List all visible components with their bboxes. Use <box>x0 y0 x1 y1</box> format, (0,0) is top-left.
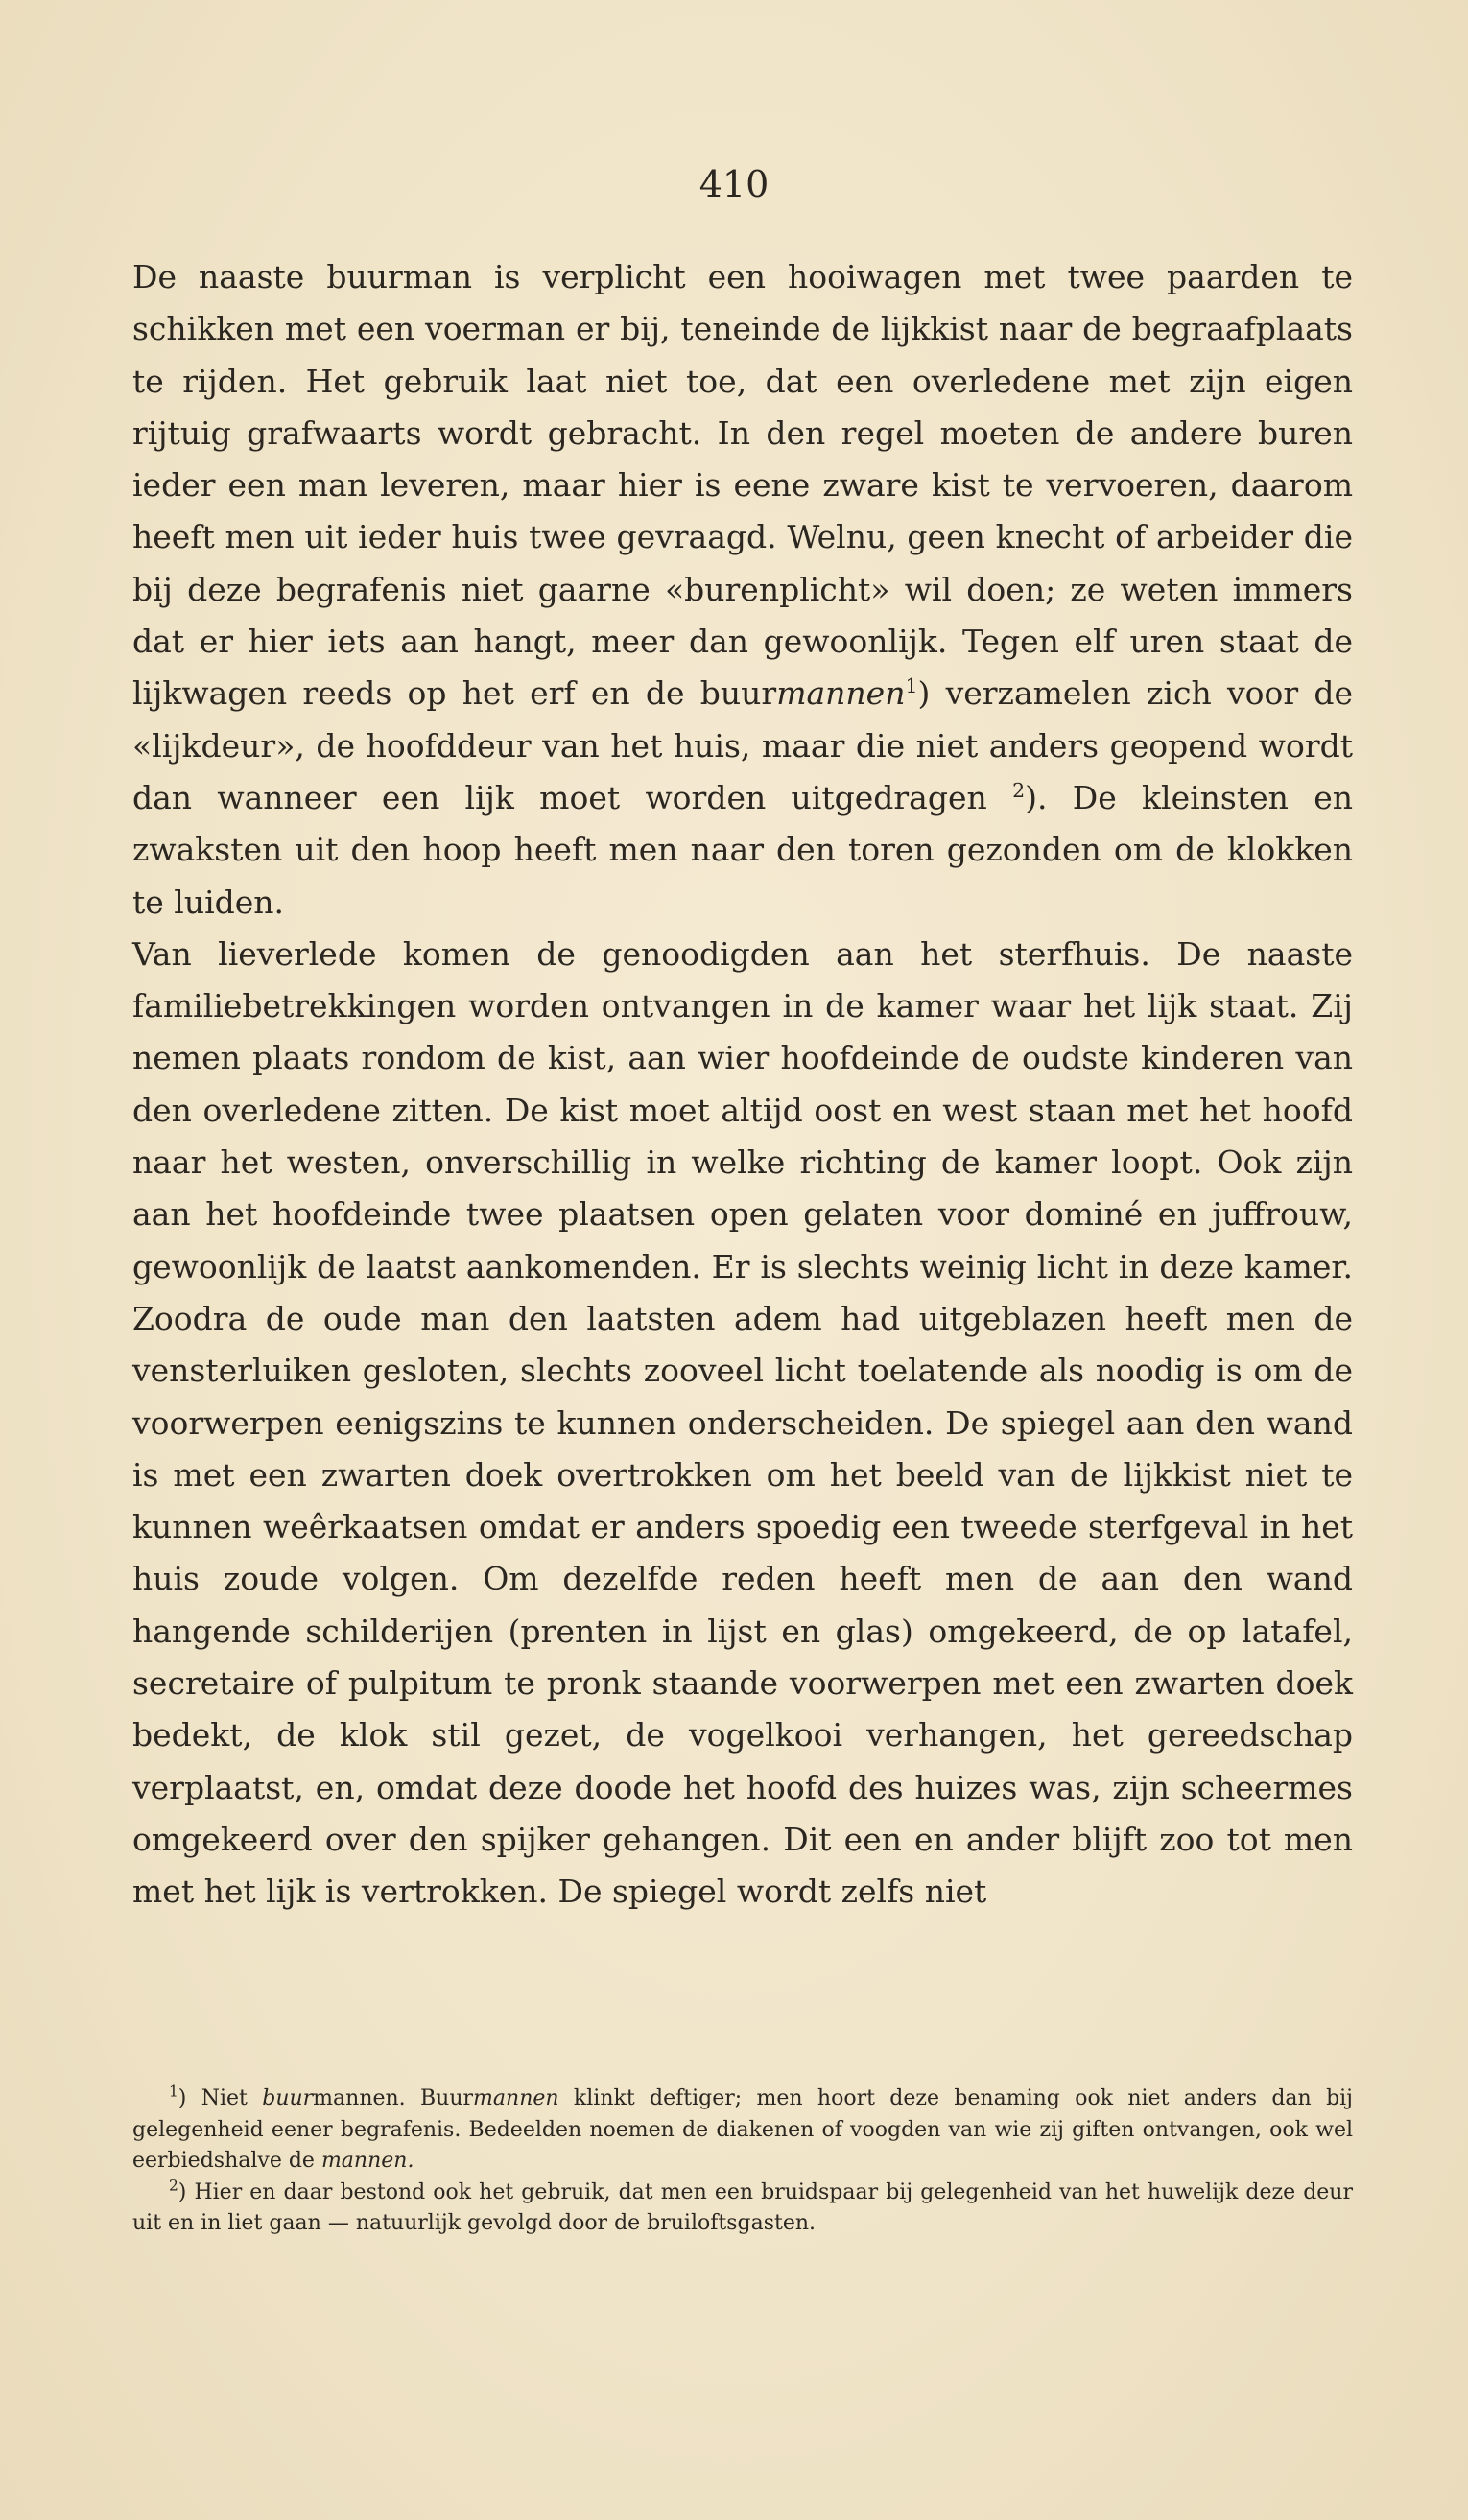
footnote-2-mark: 2 <box>169 2177 178 2195</box>
footnote-2 <box>132 2178 1353 2240</box>
footnote-1-italic-2: mannen <box>473 2086 559 2110</box>
footnote-1-text-a: ) Niet <box>178 2086 263 2110</box>
paragraph-1-text-b: ) verzamelen zich voor de «lijkdeur», de hoofddeur van het huis, maar die niet anders geopend wordt dan wanneer een lijk moet worden uitgedragen <box>132 674 1354 816</box>
paragraph-2: Van lieverlede komen de genoodigden aan het sterfhuis. De naaste familiebetrekkingen worden ontvangen in de kamer waar het lijk staat. Zij nemen plaats rondom de kist, aan wier hoofdeinde de oudste kinderen van den overledene zitten. De kist moet altijd oost en west staan met het hoofd naar het westen, onverschillig in welke richting de kamer loopt. Ook zijn aan het hoofdeinde twee plaatsen open gelaten voor dominé en juffrouw, gewoonlijk de laatst aankomenden. Er is slechts weinig licht in deze kamer. Zoodra de oude man den laatsten adem had uitgeblazen heeft men de vensterluiken gesloten, slechts zooveel licht toelatende als noodig is om de voorwerpen eenigszins te kunnen onderscheiden. De spiegel aan den wand is met een zwarten doek overtrokken om het beeld van de lijkkist niet te kunnen weêrkaatsen omdat er anders spoedig een tweede sterfgeval in het huis zoude volgen. Om dezelfde reden heeft men de aan den wand hangende schilderijen (prenten in lijst en glas) omgekeerd, de op latafel, secretaire of pulpitum te pronk staande voorwerpen met een zwarten doek bedekt, de klok stil gezet, de vogelkooi verhangen, het gereedschap verplaatst, en, omdat deze doode het hoofd des huizes was, zijn scheermes omgekeerd over den spijker gehangen. Dit een en ander blijft zoo tot men met het lijk is vertrokken. De spiegel wordt zelfs niet <box>132 934 1353 1911</box>
footnote-ref-1: 1 <box>905 674 918 698</box>
paragraph-1-text-c: ). De kleinsten en zwaksten uit den hoop heeft men naar den toren gezonden om de klokken te luiden. <box>132 778 1353 921</box>
footnote-1-italic-1: buur <box>262 2086 314 2110</box>
footnote-1-italic-3: mannen. <box>320 2149 414 2173</box>
footnote-1 <box>132 2084 1353 2178</box>
footnote-1-text-c: klinkt deftiger; men hoort deze benaming ook niet anders dan bij gelegenheid eener begrafenis. Bedeelden noemen de diakenen of voogden van wie zij giften ontvangen, ook wel eerbiedshalve de <box>132 2086 1354 2173</box>
body-text <box>132 251 1353 1919</box>
footnote-ref-2: 2 <box>1012 778 1026 802</box>
footnote-1-mark: 1 <box>169 2083 178 2101</box>
paragraph-1-text-a: De naaste buurman is verplicht een hooiwagen met twee paarden te schikken met een voerman er bij, teneinde de lijkkist naar de begraafplaats te rijden. Het gebruik laat niet toe, dat een overledene met zijn eigen rijtuig grafwaarts wordt gebracht. In den regel moeten de andere buren ieder een man leveren, maar hier is eene zware kist te vervoeren, daarom heeft men uit ieder huis twee gevraagd. Welnu, geen knecht of arbeider die bij deze begrafenis niet gaarne «burenplicht» wil doen; ze weten immers dat er hier iets aan hangt, meer dan gewoonlijk. Tegen elf uren staat de lijkwagen reeds op het erf en de buur <box>132 258 1353 713</box>
footnotes <box>132 2084 1353 2240</box>
page-number: 410 <box>698 163 770 205</box>
paragraph-1-italic: mannen <box>776 674 906 713</box>
paragraph-1 <box>132 251 1353 929</box>
footnote-2-text: ) Hier en daar bestond ook het gebruik, dat men een bruidspaar bij gelegenheid van het huwelijk deze deur uit en in liet gaan — natuurlijk gevolgd door de bruiloftsgasten. <box>132 2179 1353 2235</box>
footnote-1-text-b: mannen. Buur <box>313 2086 474 2110</box>
